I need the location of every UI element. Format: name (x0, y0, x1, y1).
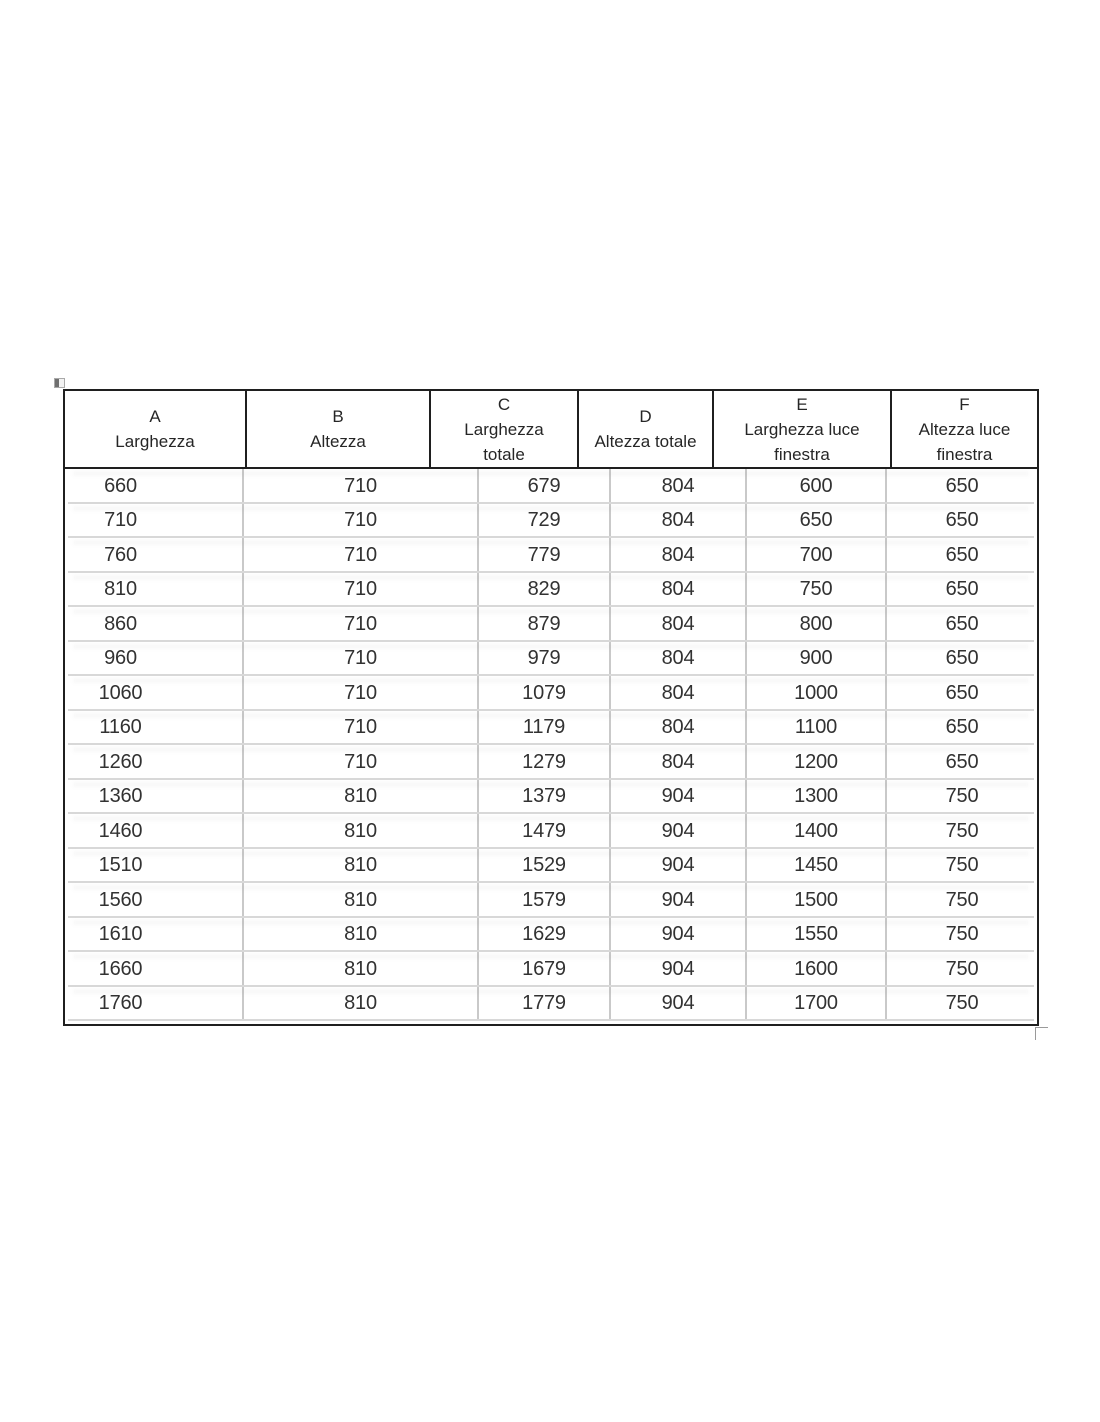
table-row (65, 918, 1037, 953)
cell-c: 1379 (477, 780, 609, 815)
cell-a: 1060 (98, 681, 143, 704)
cell-d: 904 (609, 814, 745, 849)
table-row (65, 607, 1037, 642)
cell-d: 904 (609, 918, 745, 953)
window-dimensions-table (63, 389, 1039, 1026)
cell-e: 1000 (745, 676, 885, 711)
cell-b: 810 (242, 780, 477, 815)
cell-e: 1450 (745, 849, 885, 884)
cell-a: 1460 (98, 819, 143, 842)
cell-c: 1479 (477, 814, 609, 849)
cell-f: 650 (885, 607, 1037, 642)
cell-f: 650 (885, 504, 1037, 539)
cell-a: 1260 (98, 750, 143, 773)
cell-e: 1700 (745, 987, 885, 1022)
cell-c: 1079 (477, 676, 609, 711)
cell-c: 879 (477, 607, 609, 642)
table-row (65, 538, 1037, 573)
cell-a: 810 (104, 578, 137, 601)
cell-a: 960 (104, 647, 137, 670)
cell-e: 1400 (745, 814, 885, 849)
cell-d: 804 (609, 607, 745, 642)
cell-b: 710 (242, 676, 477, 711)
table-body (63, 469, 1039, 1026)
table-row (65, 849, 1037, 884)
cell-d: 804 (609, 538, 745, 573)
header-cell-a (65, 391, 245, 467)
cell-b: 810 (242, 987, 477, 1022)
cell-d: 804 (609, 676, 745, 711)
cell-c: 1179 (477, 711, 609, 746)
table-row (65, 814, 1037, 849)
cell-f: 750 (885, 918, 1037, 953)
cell-e: 650 (745, 504, 885, 539)
header-cell-b (245, 391, 429, 467)
object-anchor-icon (54, 378, 65, 388)
cell-e: 800 (745, 607, 885, 642)
cell-a: 1560 (98, 888, 143, 911)
cell-e: 700 (745, 538, 885, 573)
cell-e: 1300 (745, 780, 885, 815)
cell-a: 1360 (98, 785, 143, 808)
header-letter: F (959, 394, 970, 414)
cell-b: 810 (242, 814, 477, 849)
cell-c: 1579 (477, 883, 609, 918)
table-row (65, 780, 1037, 815)
header-letter: C (497, 394, 511, 414)
cell-d: 804 (609, 504, 745, 539)
cell-d: 904 (609, 987, 745, 1022)
cell-b: 810 (242, 952, 477, 987)
header-cell-c (429, 391, 577, 467)
cell-d: 804 (609, 745, 745, 780)
header-label-line: Larghezza (464, 419, 544, 439)
table-row (65, 883, 1037, 918)
table-row (65, 952, 1037, 987)
cell-b: 710 (242, 607, 477, 642)
cell-d: 804 (609, 469, 745, 504)
cell-b: 710 (242, 469, 477, 504)
cell-a: 860 (104, 612, 137, 635)
cell-c: 1779 (477, 987, 609, 1022)
cell-e: 1550 (745, 918, 885, 953)
header-cell-f (890, 391, 1037, 467)
table-row (65, 676, 1037, 711)
table-header-row (63, 389, 1039, 469)
table-row (65, 573, 1037, 608)
cell-e: 900 (745, 642, 885, 677)
table-row (65, 711, 1037, 746)
cell-a: 710 (104, 509, 137, 532)
cell-b: 810 (242, 918, 477, 953)
cell-f: 650 (885, 745, 1037, 780)
cell-f: 750 (885, 987, 1037, 1022)
table-row (65, 745, 1037, 780)
cell-d: 904 (609, 780, 745, 815)
cell-f: 750 (885, 780, 1037, 815)
cell-f: 750 (885, 814, 1037, 849)
cell-e: 1500 (745, 883, 885, 918)
cell-a: 760 (104, 543, 137, 566)
header-letter: D (639, 407, 652, 426)
header-letter: A (149, 407, 161, 426)
cell-b: 710 (242, 538, 477, 573)
header-label-line: Altezza totale (594, 432, 697, 451)
cell-a: 1160 (99, 716, 142, 739)
table-row (65, 987, 1037, 1022)
cell-c: 1629 (477, 918, 609, 953)
header-label-line: finestra (936, 444, 993, 464)
cell-a: 1660 (98, 957, 143, 980)
header-label-line: Larghezza (115, 432, 195, 451)
cell-b: 710 (242, 711, 477, 746)
cell-c: 979 (477, 642, 609, 677)
cell-d: 904 (609, 952, 745, 987)
cell-e: 1600 (745, 952, 885, 987)
cell-c: 729 (477, 504, 609, 539)
cell-c: 1679 (477, 952, 609, 987)
cell-d: 804 (609, 573, 745, 608)
cell-f: 650 (885, 676, 1037, 711)
cell-a: 660 (104, 474, 137, 497)
cell-d: 804 (609, 711, 745, 746)
cell-c: 1279 (477, 745, 609, 780)
cell-b: 810 (242, 883, 477, 918)
table-row (65, 504, 1037, 539)
cell-f: 650 (885, 711, 1037, 746)
cell-d: 904 (609, 849, 745, 884)
cell-b: 710 (242, 745, 477, 780)
cell-d: 904 (609, 883, 745, 918)
cell-e: 1200 (745, 745, 885, 780)
header-label-line: Altezza (310, 432, 366, 451)
cell-f: 750 (885, 849, 1037, 884)
header-label-line: totale (483, 444, 525, 464)
cell-d: 804 (609, 642, 745, 677)
cell-f: 650 (885, 538, 1037, 573)
cell-f: 650 (885, 573, 1037, 608)
cell-c: 1529 (477, 849, 609, 884)
table-row (65, 469, 1037, 504)
cell-b: 810 (242, 849, 477, 884)
cell-c: 679 (477, 469, 609, 504)
cell-e: 1100 (745, 711, 885, 746)
cell-b: 710 (242, 504, 477, 539)
crop-corner-icon (1035, 1027, 1048, 1040)
header-cell-e (712, 391, 890, 467)
header-cell-d (577, 391, 712, 467)
cell-a: 1610 (98, 923, 143, 946)
header-label-line: Altezza luce (918, 419, 1011, 439)
cell-f: 650 (885, 642, 1037, 677)
cell-f: 650 (885, 469, 1037, 504)
header-label-line: finestra (774, 444, 830, 464)
cell-f: 750 (885, 883, 1037, 918)
header-letter: E (796, 394, 808, 414)
header-letter: B (332, 407, 344, 426)
cell-c: 829 (477, 573, 609, 608)
table-row (65, 642, 1037, 677)
cell-a: 1510 (98, 854, 143, 877)
cell-a: 1760 (98, 992, 143, 1015)
cell-e: 600 (745, 469, 885, 504)
cell-e: 750 (745, 573, 885, 608)
cell-b: 710 (242, 642, 477, 677)
cell-c: 779 (477, 538, 609, 573)
header-label-line: Larghezza luce (744, 419, 860, 439)
cell-b: 710 (242, 573, 477, 608)
cell-f: 750 (885, 952, 1037, 987)
